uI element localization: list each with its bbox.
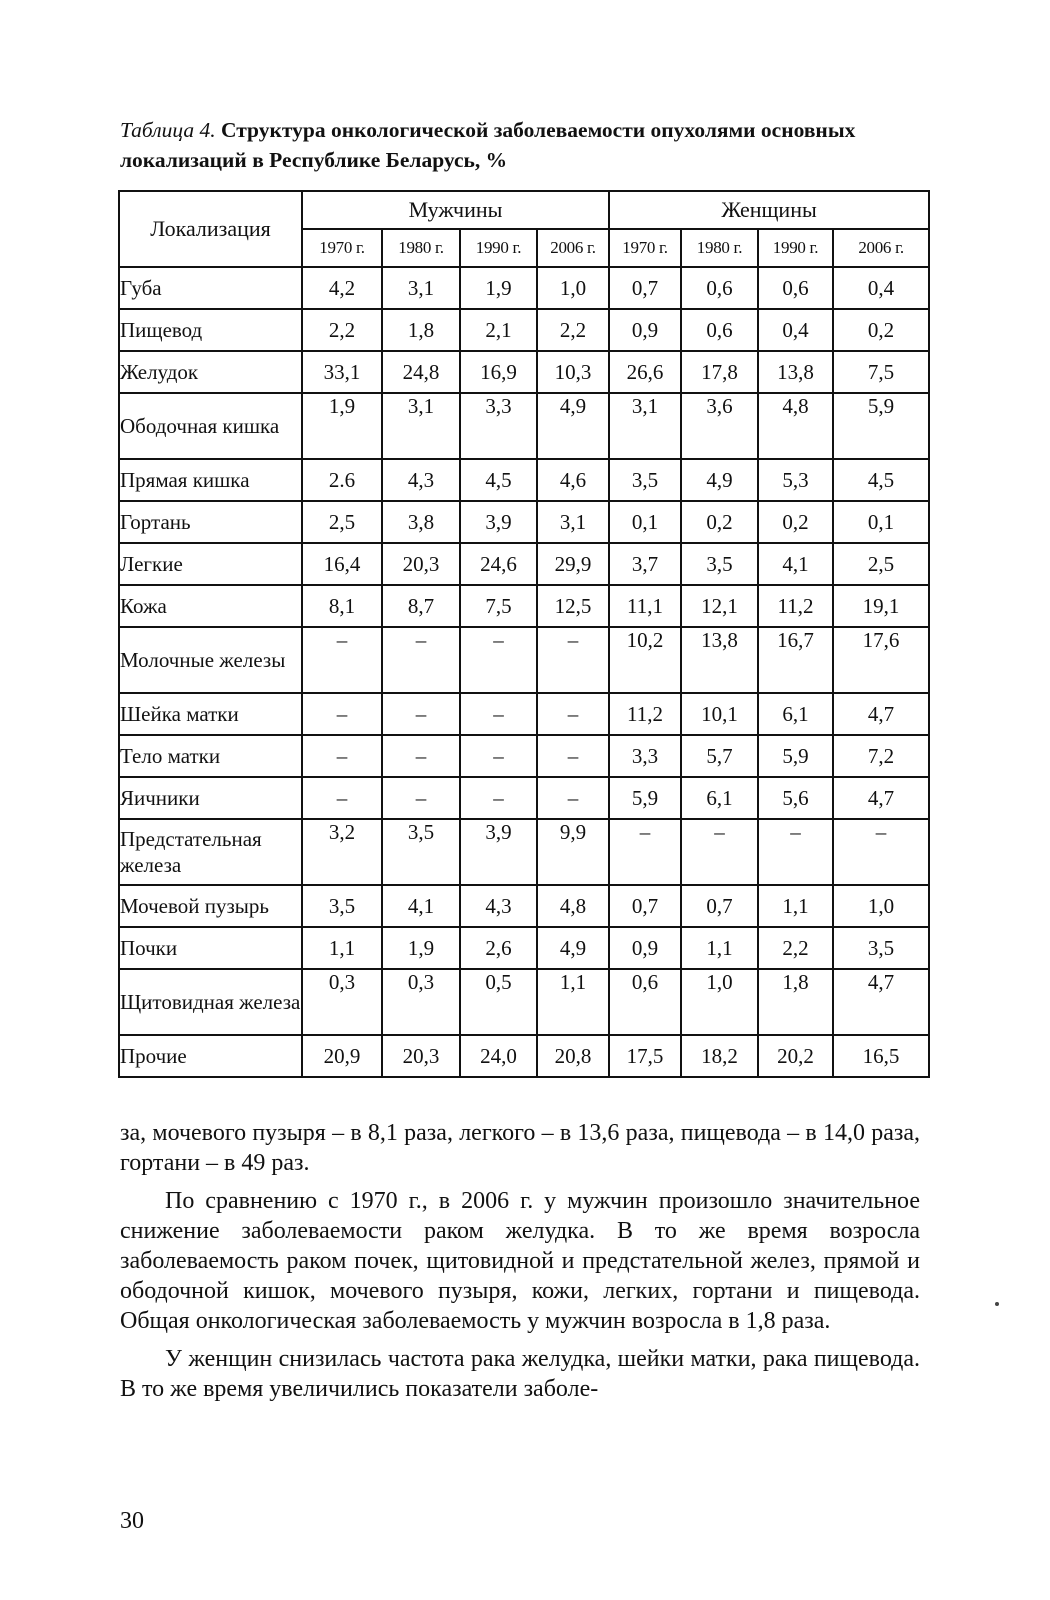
value-cell: – [537, 777, 609, 819]
value-cell: 0,4 [833, 267, 929, 309]
value-cell: 4,1 [758, 543, 833, 585]
value-cell: 3,1 [382, 267, 460, 309]
scan-speck [995, 1302, 999, 1306]
localization-cell: Мочевой пузырь [119, 885, 302, 927]
women-year-header: 1990 г. [758, 229, 833, 267]
value-cell: 4,7 [833, 777, 929, 819]
value-cell: 8,1 [302, 585, 382, 627]
value-cell: 1,9 [382, 927, 460, 969]
value-cell: 3,6 [681, 393, 758, 459]
men-year-header: 2006 г. [537, 229, 609, 267]
value-cell: 24,8 [382, 351, 460, 393]
value-cell: 5,9 [609, 777, 681, 819]
value-cell: 11,2 [758, 585, 833, 627]
localization-cell: Губа [119, 267, 302, 309]
table-row [119, 309, 929, 351]
value-cell: 4,8 [537, 885, 609, 927]
value-cell: 4,2 [302, 267, 382, 309]
table-row [119, 969, 929, 1035]
value-cell: 20,2 [758, 1035, 833, 1077]
paragraph: По сравнению с 1970 г., в 2006 г. у мужчин произошло значительное снижение заболеваемости раком желудка. В то же время возросла заболеваемость раком почек, щитовидной и предстательной желез, прямой и ободочной кишок, мочевого пузыря, кожи, легких, гортани и пищевода. Общая онкологическая заболеваемость у мужчин возросла в 1,8 раза. [120, 1188, 920, 1334]
localization-cell: Легкие [119, 543, 302, 585]
value-cell: – [681, 819, 758, 885]
value-cell: 1,8 [382, 309, 460, 351]
value-cell: 3,5 [833, 927, 929, 969]
value-cell: 18,2 [681, 1035, 758, 1077]
value-cell: 20,3 [382, 1035, 460, 1077]
value-cell: – [460, 777, 537, 819]
value-cell: 2,2 [537, 309, 609, 351]
table-body [119, 267, 929, 1077]
value-cell: 2,5 [833, 543, 929, 585]
value-cell: 5,9 [833, 393, 929, 459]
value-cell: 13,8 [681, 627, 758, 693]
value-cell: 3,5 [609, 459, 681, 501]
men-header: Мужчины [302, 191, 609, 229]
value-cell: – [302, 627, 382, 693]
localization-cell: Шейка матки [119, 693, 302, 735]
localization-cell: Предстательная железа [119, 819, 302, 885]
localization-cell: Гортань [119, 501, 302, 543]
value-cell: 20,9 [302, 1035, 382, 1077]
value-cell: – [460, 693, 537, 735]
value-cell: 4,7 [833, 693, 929, 735]
table-row [119, 267, 929, 309]
value-cell: 0,6 [758, 267, 833, 309]
value-cell: 1,9 [460, 267, 537, 309]
value-cell: 0,1 [833, 501, 929, 543]
table-row [119, 459, 929, 501]
value-cell: 4,7 [833, 969, 929, 1035]
value-cell: 5,9 [758, 735, 833, 777]
localization-cell: Яичники [119, 777, 302, 819]
localization-cell: Желудок [119, 351, 302, 393]
value-cell: 7,5 [833, 351, 929, 393]
women-year-header: 1980 г. [681, 229, 758, 267]
value-cell: 0,2 [681, 501, 758, 543]
men-year-header: 1980 г. [382, 229, 460, 267]
localization-cell: Тело матки [119, 735, 302, 777]
value-cell: 0,6 [681, 309, 758, 351]
value-cell: 12,1 [681, 585, 758, 627]
value-cell: 0,4 [758, 309, 833, 351]
value-cell: 0,9 [609, 927, 681, 969]
value-cell: 10,3 [537, 351, 609, 393]
body-text [120, 1118, 920, 1412]
value-cell: 5,3 [758, 459, 833, 501]
localization-cell: Прочие [119, 1035, 302, 1077]
value-cell: 2,2 [758, 927, 833, 969]
value-cell: 12,5 [537, 585, 609, 627]
value-cell: 0,7 [609, 267, 681, 309]
localization-cell: Щитовидная железа [119, 969, 302, 1035]
value-cell: – [460, 627, 537, 693]
value-cell: 24,0 [460, 1035, 537, 1077]
value-cell: – [537, 627, 609, 693]
value-cell: 17,5 [609, 1035, 681, 1077]
value-cell: – [833, 819, 929, 885]
value-cell: 3,3 [609, 735, 681, 777]
value-cell: – [382, 627, 460, 693]
value-cell: 0,6 [609, 969, 681, 1035]
value-cell: 0,3 [382, 969, 460, 1035]
men-year-header: 1990 г. [460, 229, 537, 267]
value-cell: 1,1 [758, 885, 833, 927]
value-cell: 10,1 [681, 693, 758, 735]
value-cell: 3,9 [460, 819, 537, 885]
value-cell: 3,1 [382, 393, 460, 459]
value-cell: 17,6 [833, 627, 929, 693]
table-row [119, 735, 929, 777]
value-cell: – [537, 693, 609, 735]
value-cell: 2,1 [460, 309, 537, 351]
value-cell: 2,2 [302, 309, 382, 351]
value-cell: – [302, 735, 382, 777]
value-cell: – [460, 735, 537, 777]
value-cell: 24,6 [460, 543, 537, 585]
value-cell: 3,5 [382, 819, 460, 885]
value-cell: 0,1 [609, 501, 681, 543]
table-row [119, 351, 929, 393]
value-cell: 16,5 [833, 1035, 929, 1077]
page-number: 30 [120, 1508, 144, 1534]
value-cell: 26,6 [609, 351, 681, 393]
table-row [119, 927, 929, 969]
value-cell: 16,7 [758, 627, 833, 693]
table-row [119, 627, 929, 693]
value-cell: 4,9 [537, 393, 609, 459]
table-row [119, 885, 929, 927]
value-cell: 20,3 [382, 543, 460, 585]
value-cell: 4,5 [833, 459, 929, 501]
value-cell: 1,9 [302, 393, 382, 459]
value-cell: 1,0 [833, 885, 929, 927]
value-cell: 3,7 [609, 543, 681, 585]
value-cell: 0,2 [833, 309, 929, 351]
localization-cell: Кожа [119, 585, 302, 627]
value-cell: 11,1 [609, 585, 681, 627]
value-cell: 19,1 [833, 585, 929, 627]
value-cell: 17,8 [681, 351, 758, 393]
table-row [119, 585, 929, 627]
value-cell: 2,5 [302, 501, 382, 543]
value-cell: 0,5 [460, 969, 537, 1035]
value-cell: – [302, 693, 382, 735]
localization-cell: Прямая кишка [119, 459, 302, 501]
table-row [119, 393, 929, 459]
value-cell: 3,1 [609, 393, 681, 459]
value-cell: 4,5 [460, 459, 537, 501]
women-header: Женщины [609, 191, 929, 229]
value-cell: 10,2 [609, 627, 681, 693]
value-cell: – [382, 777, 460, 819]
value-cell: 4,9 [537, 927, 609, 969]
value-cell: 3,5 [302, 885, 382, 927]
value-cell: 4,3 [382, 459, 460, 501]
men-year-header: 1970 г. [302, 229, 382, 267]
value-cell: 7,5 [460, 585, 537, 627]
value-cell: 29,9 [537, 543, 609, 585]
value-cell: 0,9 [609, 309, 681, 351]
value-cell: 9,9 [537, 819, 609, 885]
value-cell: 1,1 [302, 927, 382, 969]
value-cell: 4,8 [758, 393, 833, 459]
value-cell: 16,9 [460, 351, 537, 393]
value-cell: 5,7 [681, 735, 758, 777]
localization-cell: Ободочная кишка [119, 393, 302, 459]
value-cell: 3,3 [460, 393, 537, 459]
table-row [119, 543, 929, 585]
table-row [119, 693, 929, 735]
table-row [119, 501, 929, 543]
value-cell: 4,9 [681, 459, 758, 501]
value-cell: – [302, 777, 382, 819]
value-cell: 5,6 [758, 777, 833, 819]
value-cell: 20,8 [537, 1035, 609, 1077]
value-cell: 0,2 [758, 501, 833, 543]
value-cell: 1,0 [681, 969, 758, 1035]
table-row [119, 777, 929, 819]
value-cell: 6,1 [681, 777, 758, 819]
paragraph: У женщин снизилась частота рака желудка, шейки матки, рака пищевода. В то же время увеличились показатели заболе- [120, 1346, 920, 1402]
women-year-header: 1970 г. [609, 229, 681, 267]
value-cell: 0,7 [609, 885, 681, 927]
value-cell: 4,6 [537, 459, 609, 501]
value-cell: 3,8 [382, 501, 460, 543]
value-cell: 1,1 [681, 927, 758, 969]
value-cell: 2.6 [302, 459, 382, 501]
value-cell: 1,8 [758, 969, 833, 1035]
value-cell: 16,4 [302, 543, 382, 585]
value-cell: 3,2 [302, 819, 382, 885]
value-cell: – [758, 819, 833, 885]
value-cell: 11,2 [609, 693, 681, 735]
value-cell: – [382, 735, 460, 777]
localization-header: Локализация [119, 191, 302, 267]
localization-cell: Пищевод [119, 309, 302, 351]
localization-cell: Молочные железы [119, 627, 302, 693]
women-year-header: 2006 г. [833, 229, 929, 267]
value-cell: 1,0 [537, 267, 609, 309]
value-cell: 3,5 [681, 543, 758, 585]
table-caption-title: Структура онкологической заболеваемости опухолями основных локализаций в Республике Беларусь, % [120, 118, 856, 172]
value-cell: 3,1 [537, 501, 609, 543]
table-caption-label: Таблица 4. [120, 118, 216, 142]
value-cell: 0,3 [302, 969, 382, 1035]
value-cell: 3,9 [460, 501, 537, 543]
table-row [119, 819, 929, 885]
value-cell: 4,1 [382, 885, 460, 927]
value-cell: 0,7 [681, 885, 758, 927]
value-cell: 2,6 [460, 927, 537, 969]
value-cell: 33,1 [302, 351, 382, 393]
incidence-table [118, 190, 930, 1078]
value-cell: 8,7 [382, 585, 460, 627]
value-cell: 1,1 [537, 969, 609, 1035]
table-row [119, 1035, 929, 1077]
value-cell: – [609, 819, 681, 885]
value-cell: – [537, 735, 609, 777]
value-cell: 6,1 [758, 693, 833, 735]
value-cell: 7,2 [833, 735, 929, 777]
value-cell: 13,8 [758, 351, 833, 393]
value-cell: 0,6 [681, 267, 758, 309]
value-cell: 4,3 [460, 885, 537, 927]
paragraph: за, мочевого пузыря – в 8,1 раза, легкого – в 13,6 раза, пищевода – в 14,0 раза, гортани – в 49 раз. [120, 1120, 920, 1176]
localization-cell: Почки [119, 927, 302, 969]
value-cell: – [382, 693, 460, 735]
table-caption [120, 115, 920, 175]
